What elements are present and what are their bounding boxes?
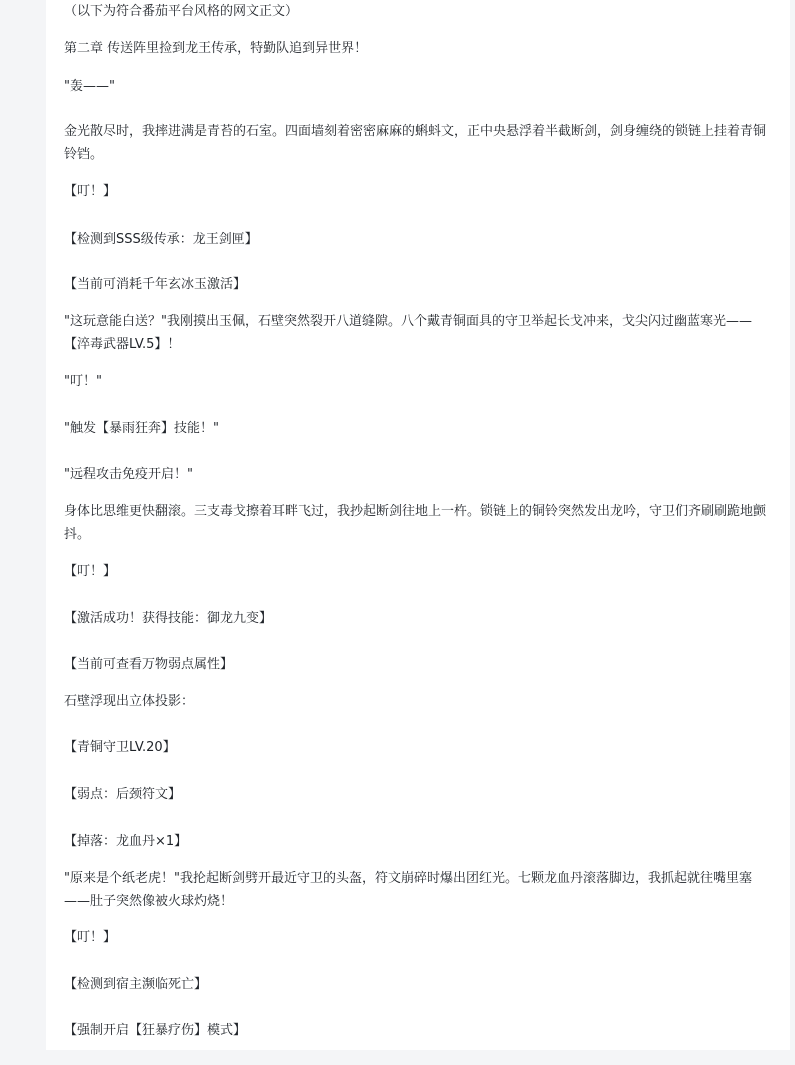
system-message: 【检测到SSS级传承：龙王剑匣】 <box>64 232 258 247</box>
system-message: 【激活成功！获得技能：御龙九变】 <box>64 611 273 626</box>
paragraph: "叮！" <box>64 374 102 389</box>
paragraph-note: （以下为符合番茄平台风格的网文正文） <box>64 4 299 19</box>
paragraph: "原来是个纸老虎！"我抡起断剑劈开最近守卫的头盔，符文崩碎时爆出团红光。七颗龙血丹滚落脚边，我抓起就往嘴里塞——肚子突然像被火球灼烧！ <box>64 871 752 909</box>
paragraph: 身体比思维更快翻滚。三支毒戈擦着耳畔飞过，我抄起断剑往地上一杵。锁链上的铜铃突然发出龙吟，守卫们齐刷刷跪地颤抖。 <box>64 504 767 542</box>
chapter-title: 第二章 传送阵里捡到龙王传承，特勤队追到异世界！ <box>64 41 368 56</box>
system-message: 【青铜守卫LV.20】 <box>64 740 176 755</box>
system-message: 【弱点：后颈符文】 <box>64 787 182 802</box>
system-message: 【当前可消耗千年玄冰玉激活】 <box>64 277 247 292</box>
system-message: 【叮！】 <box>64 930 117 945</box>
system-message: 【当前可查看万物弱点属性】 <box>64 657 234 672</box>
system-message: 【叮！】 <box>64 564 117 579</box>
paragraph: 石壁浮现出立体投影： <box>64 694 195 709</box>
paragraph: 金光散尽时，我摔进满是青苔的石室。四面墙刻着密密麻麻的蝌蚪文，正中央悬浮着半截断剑，剑身缠绕的锁链上挂着青铜铃铛。 <box>64 124 767 162</box>
paragraph: "触发【暴雨狂奔】技能！" <box>64 421 219 436</box>
paragraph: "远程攻击免疫开启！" <box>64 467 193 482</box>
paragraph: "这玩意能白送？"我刚摸出玉佩，石壁突然裂开八道缝隙。八个戴青铜面具的守卫举起长戈冲来，戈尖闪过幽蓝寒光——【淬毒武器LV.5】！ <box>64 314 752 352</box>
paragraph: "轰——" <box>64 79 115 94</box>
system-message: 【掉落：龙血丹×1】 <box>64 834 188 849</box>
system-message: 【叮！】 <box>64 184 117 199</box>
system-message: 【检测到宿主濒临死亡】 <box>64 977 208 992</box>
system-message: 【强制开启【狂暴疗伤】模式】 <box>64 1023 247 1038</box>
